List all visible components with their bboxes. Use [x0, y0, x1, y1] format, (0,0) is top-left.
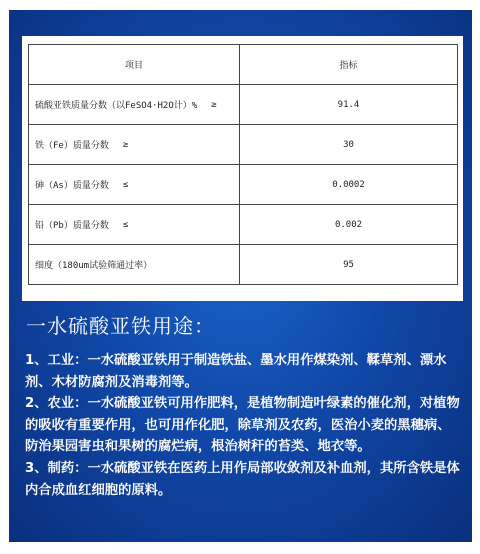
row-value: 0.0002 [240, 165, 458, 205]
spec-table [28, 44, 458, 285]
usage-title: 一水硫酸亚铁用途： [26, 314, 215, 338]
row-symbol: ≥ [211, 99, 217, 110]
row-value: 30 [240, 125, 458, 165]
header-item: 项目 [29, 45, 240, 85]
usage-paragraph-pharma: 3、制药：一水硫酸亚铁在医药上用作局部收敛剂及补血剂，其所含铁是体内合成血红细胞的原料。 [25, 460, 460, 498]
row-value: 0.002 [240, 205, 458, 245]
row-item-label: 砷（As）质量分数 [35, 181, 109, 191]
product-panel [9, 10, 472, 542]
row-item-label: 铅（Pb）质量分数 [35, 221, 109, 231]
row-item-label: 硫酸亚铁质量分数（以FeSO4·H2O计）% [35, 101, 198, 111]
row-symbol: ≤ [122, 219, 129, 230]
spec-table-container [22, 36, 463, 301]
row-symbol: ≤ [122, 179, 129, 190]
table-row [29, 125, 458, 165]
row-item-label: 细度（180um试验筛通过率） [35, 261, 153, 271]
usage-paragraph-agriculture: 2、农业：一水硫酸亚铁可用作肥料，是植物制造叶绿素的催化剂，对植物的吸收有重要作用，也可用作化肥，除草剂及农药，医治小麦的黑穗病、防治果园害虫和果树的腐烂病，根治树秆的苔类、地衣等。 [25, 396, 460, 455]
table-row [29, 165, 458, 205]
usage-paragraph-industry: 1、工业：一水硫酸亚铁用于制造铁盐、墨水用作煤染剂、鞣草剂、漂水剂、木材防腐剂及消毒剂等。 [25, 353, 447, 390]
table-row [29, 245, 458, 285]
table-row [29, 205, 458, 245]
usage-body [25, 350, 461, 501]
row-value: 95 [240, 245, 458, 285]
row-symbol: ≥ [122, 139, 129, 150]
header-index: 指标 [240, 45, 458, 85]
table-row [29, 85, 458, 125]
table-header-row [29, 45, 458, 85]
row-item-label: 铁（Fe）质量分数 [35, 141, 109, 151]
row-value: 91.4 [240, 85, 458, 125]
